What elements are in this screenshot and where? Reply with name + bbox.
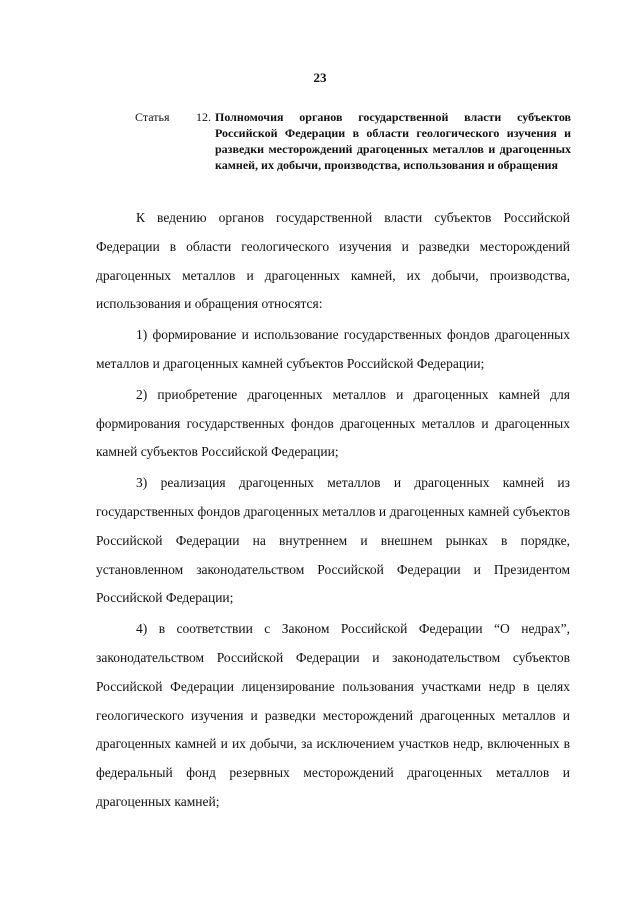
page-number: 23 [313, 70, 327, 85]
item-1-paragraph: 1) формирование и использование государственных фондов драгоценных металлов и драгоценных камней субъектов Российской Федерации; [96, 327, 570, 371]
item-2-paragraph: 2) приобретение драгоценных металлов и драгоценных камней для формирования государственных фондов драгоценных металлов и драгоценных камней субъектов Российской Федерации; [96, 386, 570, 460]
article-label [135, 109, 215, 173]
item-3-paragraph: 3) реализация драгоценных металлов и драгоценных камней из государственных фондов драгоценных металлов и драгоценных камней субъектов Российской Федерации на внутреннем и внешнем рынках в порядке, установленном законодательством Российской Федерации и Президентом Российской Федерации; [96, 475, 570, 606]
article-label-number: 12. [196, 110, 211, 124]
article-label-word: Статья [135, 110, 170, 124]
article-heading [135, 109, 571, 173]
intro-paragraph: К ведению органов государственной власти субъектов Российской Федерации в области геологического изучения и разведки месторождений драгоценных металлов и драгоценных камней, их добычи, производства, использования и обращения относятся: [96, 210, 570, 312]
article-body [96, 204, 570, 817]
item-4-paragraph: 4) в соответствии с Законом Российской Федерации “О недрах”, законодательством Российской Федерации и законодательством субъектов Российской Федерации лицензирование пользования участками недр в целях геологического изучения и разведки месторождений драгоценных металлов и драгоценных камней и их добычи, за исключением участков недр, включенных в федеральный фонд резервных месторождений драгоценных металлов и драгоценных камней; [96, 621, 570, 809]
article-title: Полномочия органов государственной власти субъектов Российской Федерации в области геологического изучения и разведки месторождений драгоценных металлов и драгоценных камней, их добычи, производства, использования и обращения [215, 110, 571, 172]
